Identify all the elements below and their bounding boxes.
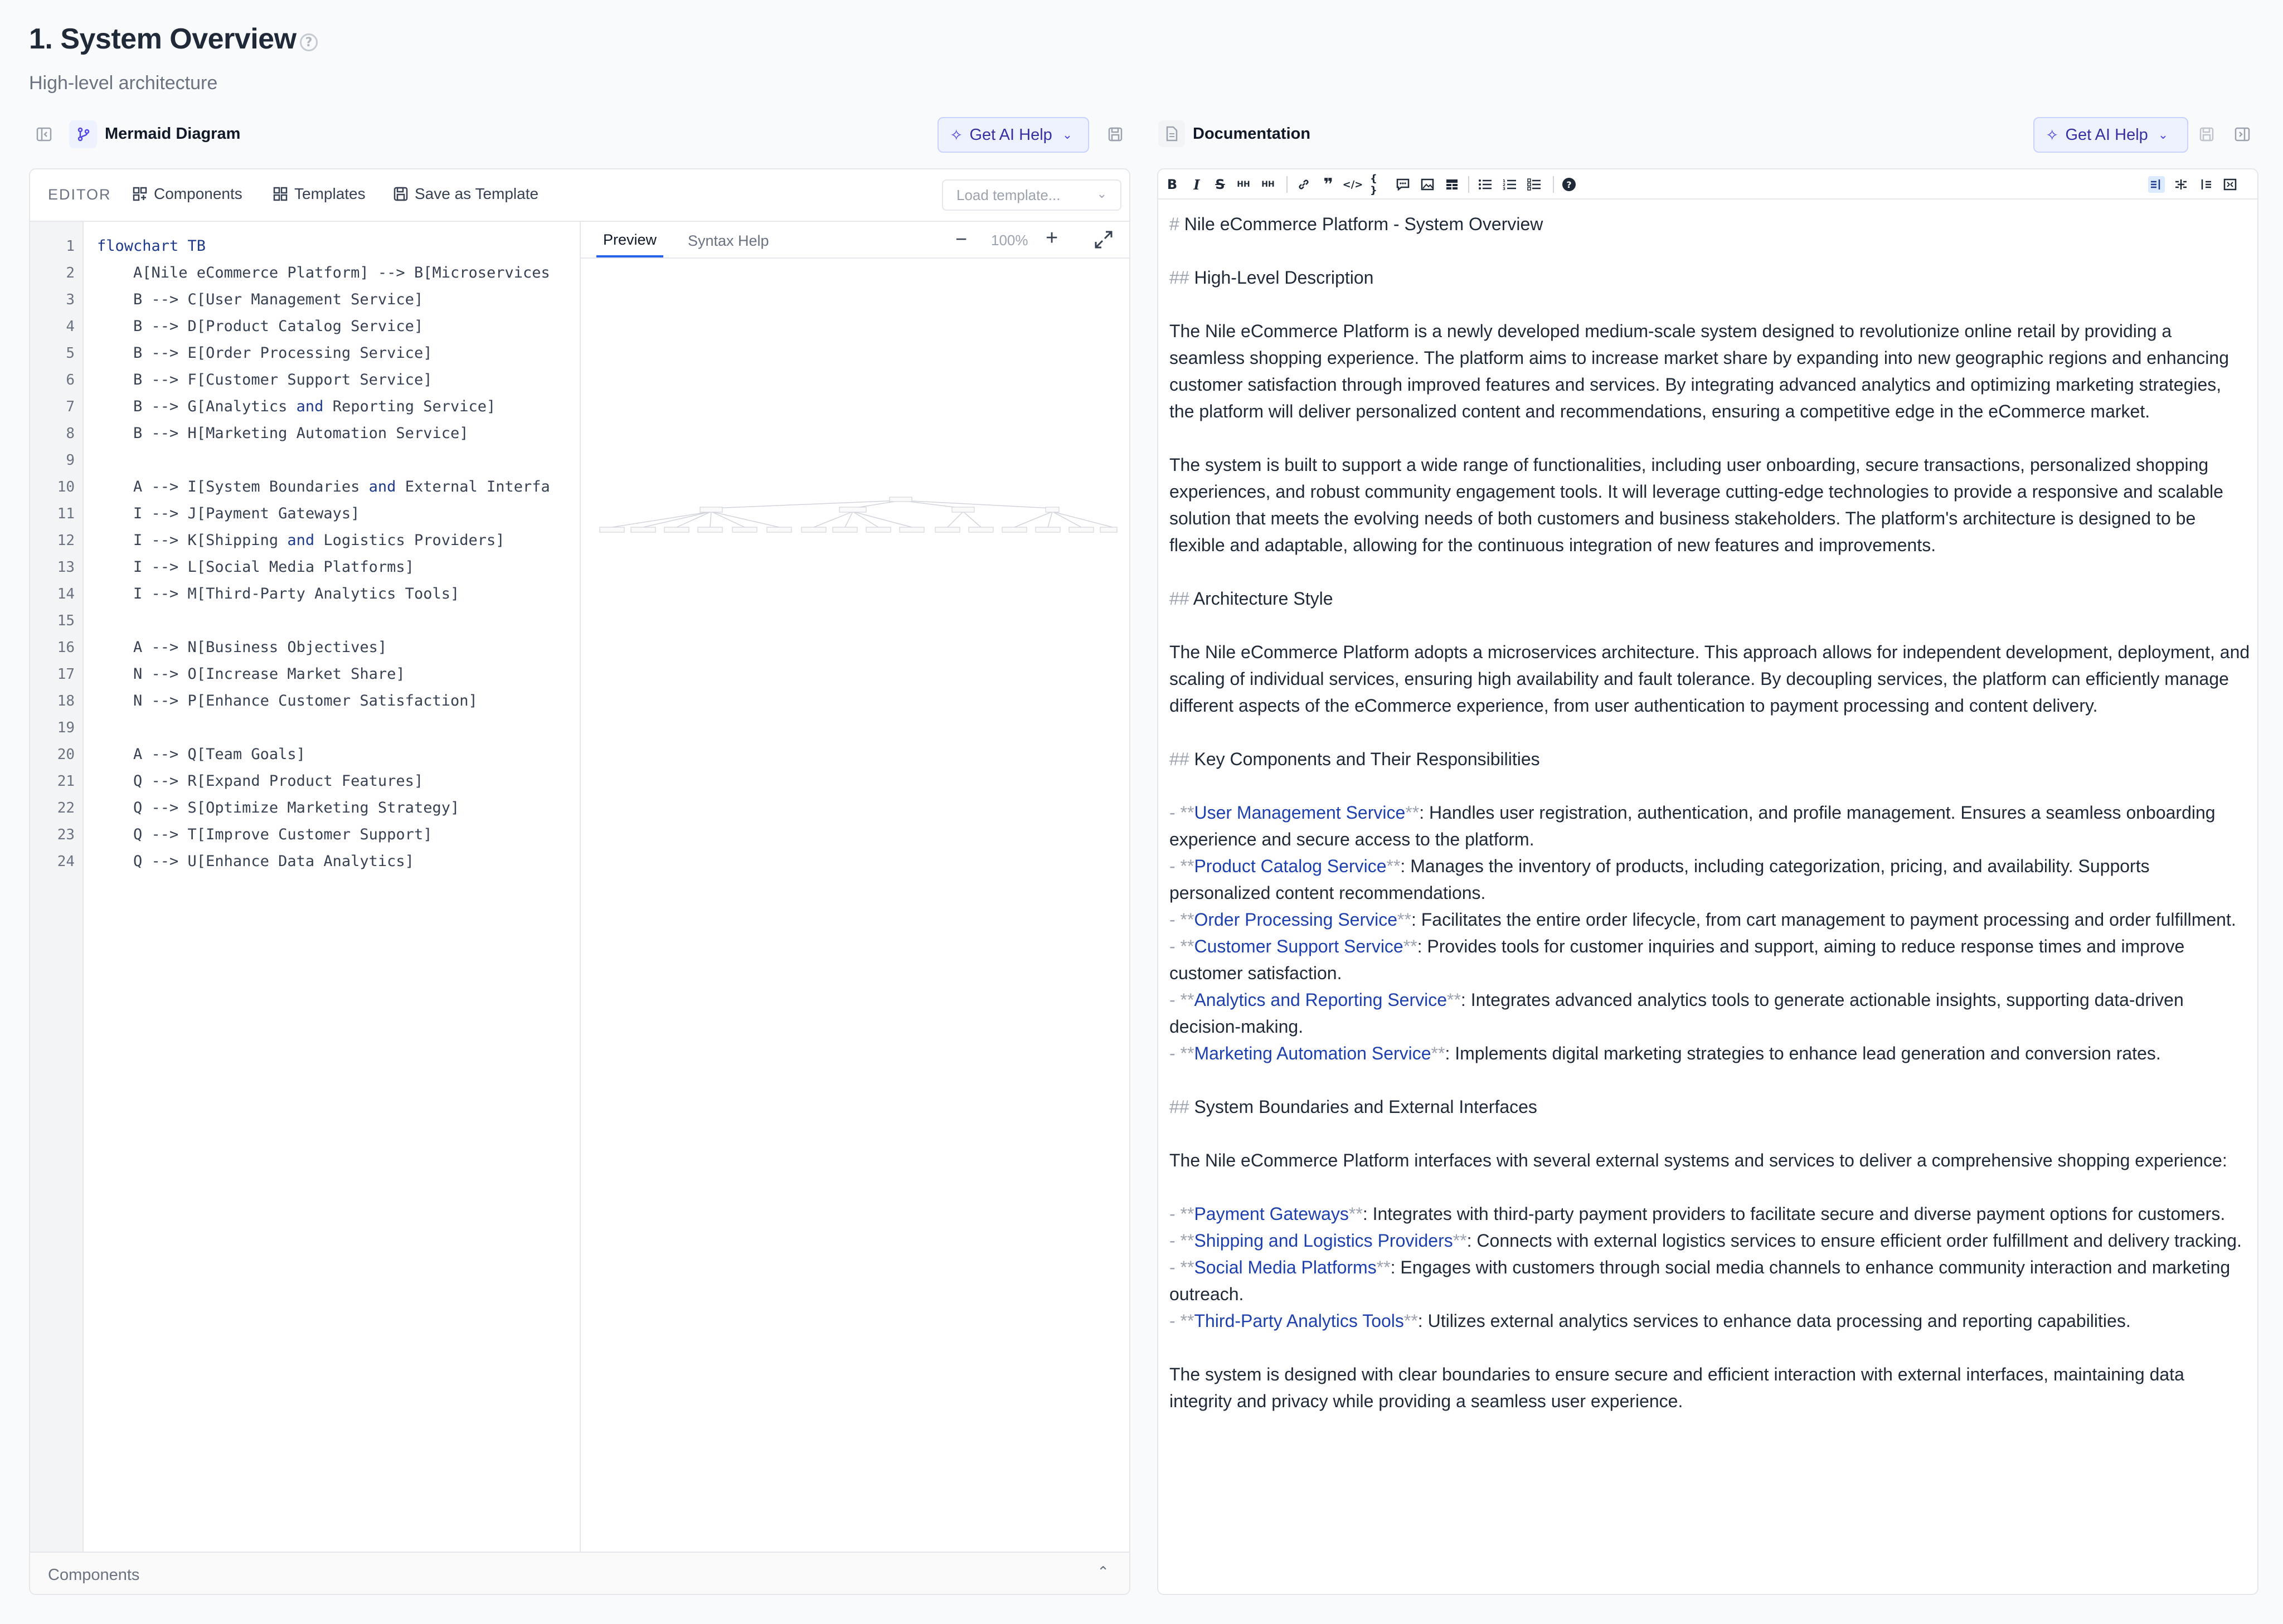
line-number: 22 (57, 800, 75, 816)
code-line[interactable]: flowchart TB (97, 237, 206, 255)
checklist-icon[interactable] (1526, 176, 1543, 193)
md-list-item (1169, 906, 2251, 933)
heading-bigger-icon[interactable]: HH (1261, 180, 1275, 189)
line-number: 15 (57, 612, 75, 629)
code-line[interactable]: A --> N[Business Objectives] (97, 639, 387, 656)
components-icon (133, 187, 147, 201)
image-icon[interactable] (1419, 176, 1436, 193)
markdown-toolbar (1158, 169, 2257, 200)
heading-text: Key Components and Their Responsibilities (1189, 749, 1540, 769)
save-icon[interactable] (2198, 126, 2215, 143)
list-marker: - ** (1169, 990, 1194, 1010)
page-subtitle: High-level architecture (29, 72, 218, 94)
bold-marker: ** (1348, 1204, 1363, 1224)
zoom-in-button[interactable]: + (1046, 226, 1058, 250)
md-paragraph: The Nile eCommerce Platform is a newly developed medium-scale system designed to revolutionize online retail by providing a seamless shopping experience. The platform aims to increase market share by expanding into new geographic regions and enhancing customer satisfaction through improved features and services. By integrating advanced analytics and optimizing marketing strategies, the platform will deliver personalized content and recommendations, ensuring a competitive edge in the eCommerce market. (1169, 321, 2229, 421)
bold-marker: ** (1376, 1257, 1391, 1277)
code-line[interactable]: I --> L[Social Media Platforms] (97, 558, 414, 576)
svg-text:3: 3 (1503, 187, 1505, 191)
heading-marker: ## (1169, 589, 1189, 609)
list-marker: - ** (1169, 1257, 1194, 1277)
blank-line (1169, 1334, 2251, 1361)
md-list-item (1169, 1040, 2251, 1067)
heading-marker: # (1169, 214, 1179, 234)
list-item-name: Shipping and Logistics Providers (1194, 1231, 1453, 1251)
line-number: 18 (57, 693, 75, 709)
chevron-up-icon[interactable]: ⌃ (1097, 1564, 1109, 1581)
md-list-item (1169, 933, 2251, 986)
load-template-select[interactable] (942, 179, 1121, 211)
diagram-icon (69, 120, 97, 148)
table-icon[interactable] (1444, 176, 1460, 193)
code-line[interactable]: I --> M[Third-Party Analytics Tools] (97, 585, 460, 602)
blank-line (1169, 1120, 2251, 1147)
bold-marker: ** (1447, 990, 1461, 1010)
list-marker: - ** (1169, 1043, 1194, 1063)
code-line[interactable]: B --> G[Analytics and Reporting Service] (97, 398, 496, 415)
code-line[interactable]: N --> O[Increase Market Share] (97, 665, 405, 683)
list-item-name: Third-Party Analytics Tools (1194, 1311, 1404, 1331)
line-number: 21 (57, 773, 75, 790)
list-item-name: Product Catalog Service (1194, 856, 1387, 876)
md-paragraph: The system is designed with clear boundaries to ensure secure and efficient interaction with external interfaces, maintaining data integrity and privacy while providing a seamless user experience. (1169, 1364, 2184, 1411)
markdown-editor[interactable] (1169, 211, 2251, 1414)
diagram-preview (581, 221, 1130, 1552)
line-number: 12 (57, 532, 75, 549)
line-number: 5 (66, 345, 75, 362)
code-line[interactable]: Q --> S[Optimize Marketing Strategy] (97, 799, 460, 816)
line-number: 23 (57, 826, 75, 843)
list-marker: - ** (1169, 856, 1194, 876)
heading-text: Nile eCommerce Platform - System Overview (1179, 214, 1543, 234)
bold-marker: ** (1403, 1311, 1418, 1331)
list-item-text: : Manages the inventory of products, including categorization, pricing, and availability. Supports personalized content recommendations. (1169, 856, 2150, 903)
strikethrough-icon[interactable]: S (1215, 177, 1225, 192)
md-list-item (1169, 1254, 2251, 1307)
line-number: 16 (57, 639, 75, 656)
diagram-panel-title: Mermaid Diagram (105, 125, 241, 143)
list-item-text: : Connects with external logistics services to ensure efficient order fulfillment and delivery tracking. (1466, 1231, 2242, 1251)
heading-text: High-Level Description (1189, 268, 1374, 288)
toolbar-divider (1553, 176, 1554, 193)
line-number-gutter (30, 222, 84, 1552)
split-view-icon[interactable] (2173, 176, 2189, 193)
blank-line (1169, 1174, 2251, 1200)
blank-line (1169, 612, 2251, 639)
line-number: 4 (66, 318, 75, 335)
list-item-name: Marketing Automation Service (1194, 1043, 1431, 1063)
save-icon[interactable] (1107, 126, 1124, 143)
bold-icon[interactable]: B (1167, 177, 1178, 192)
list-marker: - ** (1169, 1311, 1194, 1331)
collapse-panel-icon[interactable] (2234, 126, 2251, 143)
list-item-text: : Engages with customers through social media channels to enhance community interaction and marketing outreach. (1169, 1257, 2231, 1304)
bold-marker: ** (1403, 936, 1417, 956)
line-number: 1 (66, 238, 75, 255)
blank-line (1169, 1067, 2251, 1093)
sparkle-icon: ✧ (950, 126, 963, 144)
chevron-down-icon: ⌄ (1062, 128, 1073, 142)
list-marker: - ** (1169, 803, 1194, 823)
chevron-down-icon: ⌄ (1096, 187, 1107, 201)
list-marker: - ** (1169, 936, 1194, 956)
code-line[interactable]: I --> K[Shipping and Logistics Providers] (97, 532, 505, 549)
link-icon[interactable] (1295, 176, 1312, 193)
zoom-out-button[interactable]: − (955, 227, 968, 250)
md-list-item (1169, 853, 2251, 906)
md-heading (1169, 1093, 2251, 1120)
fullscreen-icon[interactable] (2222, 176, 2238, 193)
save-icon (394, 187, 408, 201)
list-item-text: : Handles user registration, authentication, and profile management. Ensures a seamless onboarding experience and secure access to the platform. (1169, 803, 2216, 849)
heading-text: System Boundaries and External Interfaces (1189, 1097, 1537, 1117)
list-marker: - ** (1169, 1204, 1194, 1224)
list-item-name: Order Processing Service (1194, 910, 1398, 930)
toolbar-divider (1468, 176, 1469, 193)
quote-icon[interactable]: ❞ (1323, 174, 1333, 195)
heading-text: Architecture Style (1189, 589, 1333, 609)
comment-icon[interactable] (1395, 176, 1411, 193)
code-line[interactable]: Q --> T[Improve Customer Support] (97, 826, 433, 843)
bold-marker: ** (1386, 856, 1401, 876)
document-icon (1158, 120, 1185, 147)
list-marker: - ** (1169, 910, 1194, 930)
get-ai-help-button[interactable] (938, 117, 1089, 153)
code-block-icon[interactable]: { } (1370, 173, 1377, 196)
get-ai-help-label: Get AI Help (969, 125, 1052, 144)
components-button[interactable] (133, 185, 242, 203)
bold-marker: ** (1453, 1231, 1467, 1251)
md-heading (1169, 264, 2251, 291)
md-list-item (1169, 799, 2251, 853)
svg-text:?: ? (1566, 179, 1572, 190)
md-paragraph: The system is built to support a wide range of functionalities, including user onboarding, secure transactions, personalized shopping experiences, and robust community engagement tools. It will leverage cutting-edge technologies to provide a responsive and scalable solution that meets the evolving needs of both customers and business stakeholders. The platform's architecture is designed to be flexible and adaptable, allowing for the continuous integration of new features and improvements. (1169, 455, 2223, 555)
blank-line (1169, 237, 2251, 264)
line-number: 17 (57, 666, 75, 683)
line-number: 3 (66, 291, 75, 308)
bold-marker: ** (1405, 803, 1420, 823)
code-line[interactable]: Q --> R[Expand Product Features] (97, 772, 424, 790)
line-number: 20 (57, 746, 75, 763)
components-label: Components (154, 185, 242, 202)
code-line[interactable]: A --> I[System Boundaries and External Interfa (97, 478, 550, 495)
heading-smaller-icon[interactable]: HH (1237, 180, 1250, 189)
save-as-template-label: Save as Template (415, 185, 539, 202)
line-number: 24 (57, 853, 75, 870)
bold-marker: ** (1397, 910, 1411, 930)
blank-line (1169, 291, 2251, 318)
bold-marker: ** (1431, 1043, 1445, 1063)
documentation-panel (1157, 168, 2258, 1595)
line-number: 7 (66, 398, 75, 415)
md-heading (1169, 585, 2251, 612)
sparkle-icon: ✧ (2046, 126, 2059, 144)
collapse-panel-icon[interactable] (36, 126, 52, 143)
md-heading (1169, 211, 2251, 237)
zoom-level: 100% (991, 232, 1028, 249)
code-line[interactable]: B --> D[Product Catalog Service] (97, 318, 424, 335)
list-item-text: : Facilitates the entire order lifecycle, from cart management to payment processing and order fulfillment. (1411, 910, 2236, 930)
list-item-text: : Provides tools for customer inquiries and support, aiming to reduce response times and improve customer satisfaction. (1169, 936, 2185, 983)
code-line[interactable]: B --> C[User Management Service] (97, 291, 424, 308)
line-number: 11 (57, 505, 75, 522)
page-title: 1. System Overview (29, 23, 297, 55)
load-template-placeholder: Load template... (956, 186, 1061, 203)
md-list-item (1169, 1307, 2251, 1334)
templates-icon (273, 187, 288, 201)
numbered-list-icon[interactable] (1502, 176, 1518, 193)
code-line[interactable]: A[Nile eCommerce Platform] --> B[Microservices (97, 264, 550, 281)
components-drawer-label: Components (48, 1566, 140, 1584)
code-line[interactable]: A --> Q[Team Goals] (97, 746, 305, 763)
blank-line (1169, 719, 2251, 746)
templates-label: Templates (294, 185, 366, 202)
preview-only-icon[interactable] (2197, 176, 2214, 193)
docs-get-ai-help-label: Get AI Help (2065, 125, 2148, 144)
line-number: 10 (57, 479, 75, 495)
list-item-text: : Utilizes external analytics services to enhance data processing and reporting capabilities. (1417, 1311, 2131, 1331)
code-line[interactable]: B --> E[Order Processing Service] (97, 344, 433, 362)
line-number: 2 (66, 265, 75, 281)
diagram-panel (29, 168, 1130, 1595)
help-icon[interactable]: ? (300, 33, 318, 51)
fullscreen-icon[interactable] (1091, 227, 1116, 252)
md-list-item (1169, 1227, 2251, 1254)
code-icon[interactable]: </> (1342, 178, 1363, 191)
list-item-text: : Implements digital marketing strategies to enhance lead generation and conversion rates. (1445, 1043, 2161, 1063)
line-number: 13 (57, 559, 75, 576)
heading-marker: ## (1169, 268, 1189, 288)
line-number: 9 (66, 452, 75, 469)
svg-text:2: 2 (1503, 183, 1505, 187)
documentation-panel-title: Documentation (1193, 125, 1311, 143)
markdown-help-icon[interactable] (1561, 176, 1577, 193)
preview-toolbar (581, 222, 1130, 259)
line-number: 8 (66, 425, 75, 442)
code-line[interactable]: N --> P[Enhance Customer Satisfaction] (97, 692, 478, 709)
svg-text:1: 1 (1503, 179, 1505, 183)
list-item-name: Analytics and Reporting Service (1194, 990, 1447, 1010)
md-heading (1169, 746, 2251, 772)
list-marker: - ** (1169, 1231, 1194, 1251)
list-item-name: User Management Service (1194, 803, 1406, 823)
tab-preview[interactable]: Preview (596, 224, 663, 257)
line-number: 6 (66, 372, 75, 388)
md-paragraph: The Nile eCommerce Platform interfaces with several external systems and services to deliver a comprehensive shopping experience: (1169, 1150, 2227, 1170)
code-line[interactable]: Q --> U[Enhance Data Analytics] (97, 853, 414, 870)
chevron-down-icon: ⌄ (2158, 128, 2169, 142)
list-item-text: : Integrates advanced analytics tools to generate actionable insights, supporting data-driven decision-making. (1169, 990, 2184, 1037)
code-editor[interactable] (30, 221, 581, 1552)
blank-line (1169, 772, 2251, 799)
code-line[interactable]: B --> F[Customer Support Service] (97, 371, 433, 388)
italic-icon[interactable]: I (1193, 176, 1200, 193)
side-by-side-icon[interactable] (2148, 176, 2165, 193)
md-list-item (1169, 986, 2251, 1040)
list-item-name: Customer Support Service (1194, 936, 1403, 956)
line-number: 14 (57, 586, 75, 602)
diagram-thumbnail[interactable] (595, 495, 1119, 539)
bullet-list-icon[interactable] (1477, 176, 1494, 193)
list-item-name: Payment Gateways (1194, 1204, 1349, 1224)
md-list-item (1169, 1200, 2251, 1227)
list-item-text: : Integrates with third-party payment providers to facilitate secure and diverse payment options for customers. (1362, 1204, 2226, 1224)
tab-syntax-help[interactable]: Syntax Help (688, 232, 769, 249)
heading-marker: ## (1169, 1097, 1189, 1117)
code-line[interactable]: I --> J[Payment Gateways] (97, 505, 360, 522)
md-paragraph: The Nile eCommerce Platform adopts a microservices architecture. This approach allows for independent development, deployment, and scaling of individual services, ensuring high availability and fault tolerance. By decoupling services, the platform can efficiently manage different aspects of the eCommerce experience, from user authentication to payment processing and content delivery. (1169, 642, 2250, 716)
templates-button[interactable] (273, 185, 366, 203)
save-as-template-button[interactable] (394, 185, 538, 203)
list-item-name: Social Media Platforms (1194, 1257, 1377, 1277)
blank-line (1169, 558, 2251, 585)
toolbar-divider (1286, 176, 1288, 193)
docs-get-ai-help-button[interactable] (2033, 117, 2188, 153)
code-line[interactable]: B --> H[Marketing Automation Service] (97, 425, 469, 442)
editor-label: EDITOR (48, 186, 111, 203)
components-drawer[interactable] (30, 1552, 1129, 1595)
heading-marker: ## (1169, 749, 1189, 769)
line-number: 19 (57, 719, 75, 736)
blank-line (1169, 425, 2251, 451)
